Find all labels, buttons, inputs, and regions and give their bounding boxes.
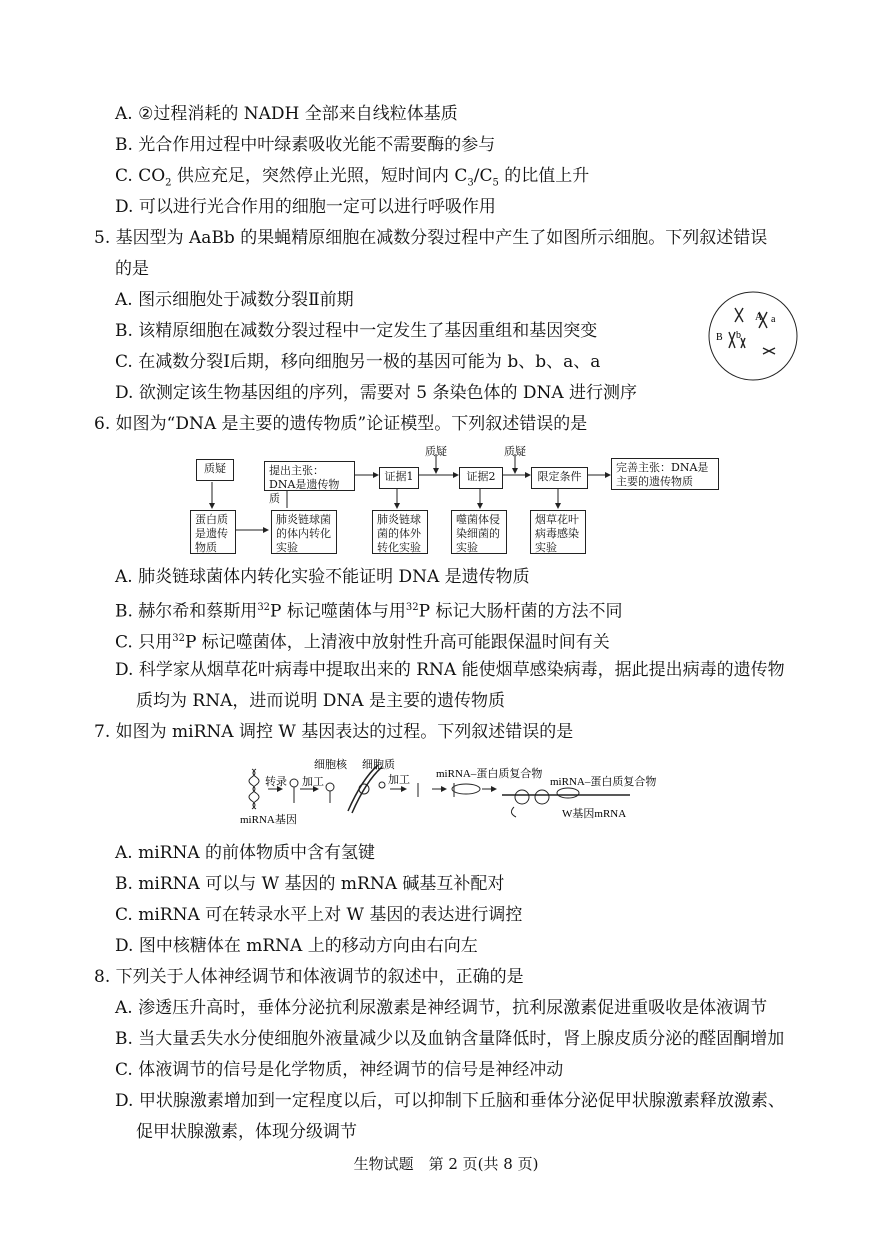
- q6-option-d-line1: D. 科学家从烟草花叶病毒中提取出来的 RNA 能使烟草感染病毒，据此提出病毒的遗传物: [115, 660, 785, 680]
- label-process-1: 加工: [302, 776, 324, 788]
- q6-option-a: A. 肺炎链球菌体内转化实验不能证明 DNA 是遗传物质: [115, 567, 530, 587]
- diagram-doubt-label-3: 质疑: [504, 445, 526, 458]
- gene-label-a: a: [771, 314, 776, 325]
- q5-option-c: C. 在减数分裂Ⅰ后期，移向细胞另一极的基因可能为 b、b、a、a: [115, 352, 601, 372]
- diagram-limit-box: 限定条件: [531, 467, 588, 489]
- label-cytoplasm: 细胞质: [362, 759, 395, 771]
- q7-option-d: D. 图中核糖体在 mRNA 上的移动方向由右向左: [115, 936, 478, 956]
- diagram-doubt-box: 质疑: [196, 459, 234, 481]
- q6-option-c: C. 只用$^{32}$P 标记噬菌体，上清液中放射性升高可能跟保温时间有关: [115, 632, 610, 653]
- q7-stem: 7. 如图为 miRNA 调控 W 基因表达的过程。下列叙述错误的是: [94, 722, 574, 742]
- q5-option-a: A. 图示细胞处于减数分裂Ⅱ前期: [115, 290, 354, 310]
- label-complex-2: miRNA–蛋白质复合物: [550, 776, 657, 788]
- diagram-evidence2-box: 证据2: [459, 467, 503, 489]
- q8-option-d-line2: 促甲状腺激素，体现分级调节: [136, 1122, 357, 1142]
- diagram-invitro-box: 肺炎链球菌的体外转化实验: [372, 510, 428, 554]
- q6-stem: 6. 如图为“DNA 是主要的遗传物质”论证模型。下列叙述错误的是: [94, 414, 588, 434]
- label-w-mrna: W基因mRNA: [562, 808, 627, 820]
- q4-option-c: C. $CO_2$ 供应充足，突然停止光照，短时间内 $C_3/C_5$ 的比值上升: [115, 166, 590, 189]
- chromosome-5: [763, 348, 775, 354]
- q8-option-a: A. 渗透压升高时，垂体分泌抗利尿激素是神经调节，抗利尿激素促进重吸收是体液调节: [115, 998, 768, 1018]
- diagram-doubt-label-2: 质疑: [425, 445, 447, 458]
- gene-label-b: b: [736, 330, 741, 341]
- label-transcribe: 转录: [265, 776, 287, 788]
- label-mirna-gene: miRNA基因: [240, 814, 297, 826]
- q4-option-d: D. 可以进行光合作用的细胞一定可以进行呼吸作用: [115, 197, 496, 217]
- chromosome-4: [741, 338, 745, 348]
- q8-option-b: B. 当大量丢失水分使细胞外液量减少以及血钠含量降低时，肾上腺皮质分泌的醛固酮增加: [115, 1029, 785, 1049]
- q6-option-b: B. 赫尔希和蔡斯用$^{32}$P 标记噬菌体与用$^{32}$P 标记大肠杆菌的方法不同: [115, 601, 623, 622]
- q8-stem: 8. 下列关于人体神经调节和体液调节的叙述中，正确的是: [94, 967, 524, 987]
- q5-stem-line1: 5. 基因型为 AaBb 的果蝇精原细胞在减数分裂过程中产生了如图所示细胞。下列叙述错误: [94, 228, 768, 248]
- diagram-phage-box: 噬菌体侵染细菌的实验: [451, 510, 507, 554]
- q5-option-b: B. 该精原细胞在减数分裂过程中一定发生了基因重组和基因突变: [115, 321, 598, 341]
- q8-option-d-line1: D. 甲状腺激素增加到一定程度以后，可以抑制下丘脑和垂体分泌促甲状腺激素释放激素、: [115, 1091, 785, 1111]
- diagram-protein-box: 蛋白质是遗传物质: [190, 510, 236, 554]
- q4-option-a: A. ②过程消耗的 NADH 全部来自线粒体基质: [115, 104, 458, 124]
- q7-option-a: A. miRNA 的前体物质中含有氢键: [115, 843, 375, 863]
- q7-option-b: B. miRNA 可以与 W 基因的 mRNA 碱基互补配对: [115, 874, 505, 894]
- ribosome-icon: [515, 790, 529, 804]
- label-nucleus: 细胞核: [314, 759, 347, 771]
- q8-option-c: C. 体液调节的信号是化学物质，神经调节的信号是神经冲动: [115, 1060, 564, 1080]
- q5-option-d: D. 欲测定该生物基因组的序列，需要对 5 条染色体的 DNA 进行测序: [115, 383, 638, 403]
- diagram-claim-box: 提出主张：DNA是遗传物质: [264, 461, 355, 491]
- q6-option-d-line2: 质均为 RNA，进而说明 DNA 是主要的遗传物质: [136, 691, 505, 711]
- nuclear-membrane: [348, 765, 378, 811]
- chromosome-3: [729, 332, 735, 348]
- diagram-tmv-box: 烟草花叶病毒感染实验: [530, 510, 586, 554]
- mirna-pathway-diagram: [240, 755, 660, 835]
- q4-option-b: B. 光合作用过程中叶绿素吸收光能不需要酶的参与: [115, 135, 496, 155]
- complex-icon: [452, 784, 480, 794]
- label-process-2: 加工: [388, 774, 410, 786]
- diagram-invivo-box: 肺炎链球菌的体内转化实验: [271, 510, 337, 554]
- q5-stem-line2: 的是: [115, 259, 149, 279]
- q7-option-c: C. miRNA 可在转录水平上对 W 基因的表达进行调控: [115, 905, 523, 925]
- gene-label-A: A: [755, 312, 763, 323]
- gene-label-B: B: [716, 332, 723, 343]
- label-complex-1: miRNA–蛋白质复合物: [436, 768, 543, 780]
- page-footer: 生物试题 第 2 页(共 8 页): [353, 1155, 539, 1173]
- diagram-final-claim-box: 完善主张：DNA是主要的遗传物质: [611, 458, 719, 490]
- cell-figure: [707, 290, 799, 382]
- diagram-evidence1-box: 证据1: [379, 467, 419, 489]
- chromosome-1: [735, 308, 743, 322]
